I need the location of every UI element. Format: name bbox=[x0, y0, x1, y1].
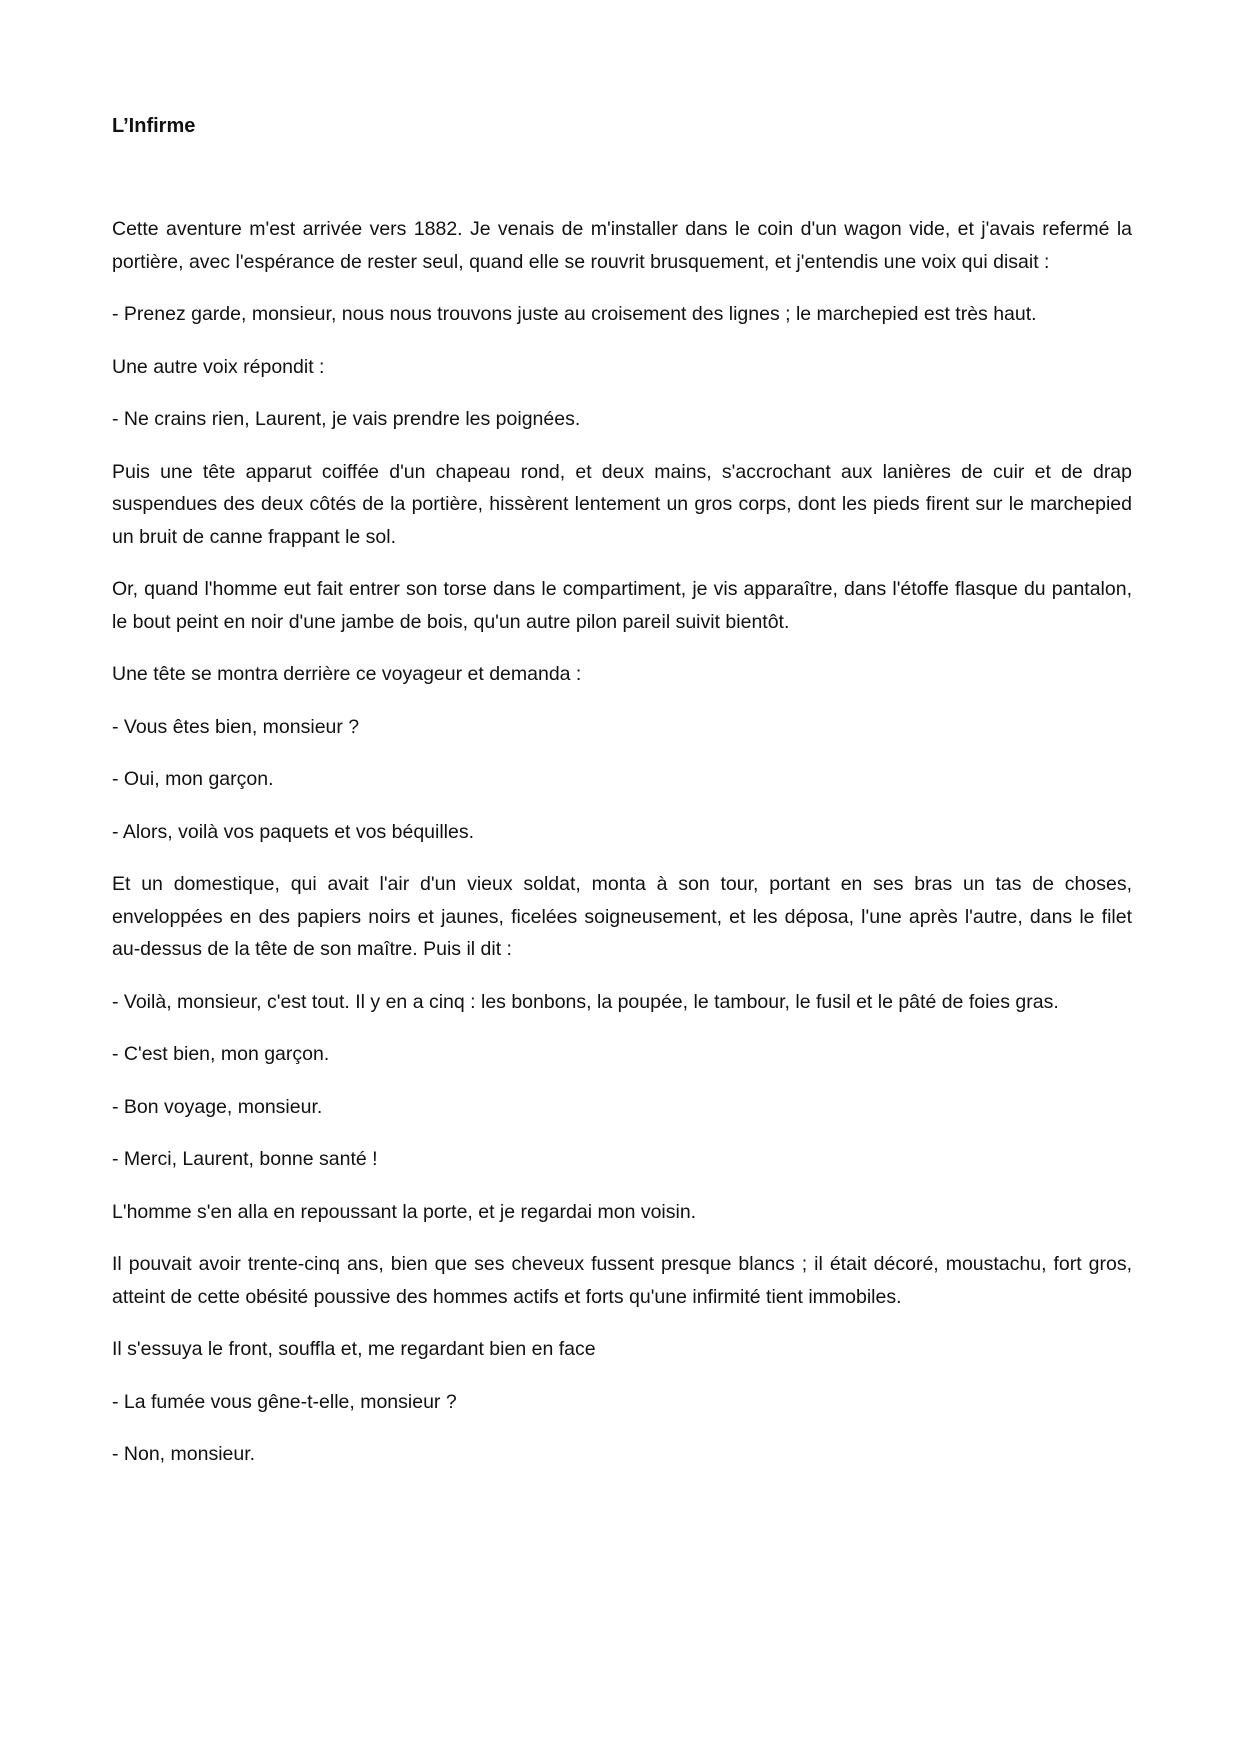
paragraph-10: - Alors, voilà vos paquets et vos béquilles. bbox=[112, 820, 475, 843]
paragraph-20: - Non, monsieur. bbox=[112, 1443, 256, 1465]
paragraph-5: Puis une tête apparut coiffée d'un chapeau rond, et deux mains, s'accrochant aux lanières de cuir et de drap suspendues des deux côtés de la portière, hissèrent lentement un gros corps, dont les pieds firent sur le marchepied un bruit de canne frappant le sol. bbox=[112, 460, 1132, 548]
paragraph-3: Une autre voix répondit : bbox=[112, 355, 325, 378]
document-body bbox=[112, 213, 1132, 1491]
paragraph-9: - Oui, mon garçon. bbox=[112, 768, 274, 790]
paragraph-16: L'homme s'en alla en repoussant la porte, et je regardai mon voisin. bbox=[112, 1200, 697, 1223]
paragraph-4: - Ne crains rien, Laurent, je vais prendre les poignées. bbox=[112, 408, 581, 430]
document-title: L’Infirme bbox=[112, 115, 196, 137]
paragraph-19: - La fumée vous gêne-t-elle, monsieur ? bbox=[112, 1390, 457, 1413]
paragraph-14: - Bon voyage, monsieur. bbox=[112, 1095, 323, 1118]
paragraph-7: Une tête se montra derrière ce voyageur et demanda : bbox=[112, 663, 582, 685]
paragraph-17: Il pouvait avoir trente-cinq ans, bien que ses cheveux fussent presque blancs ; il était décoré, moustachu, fort gros, atteint de cette obésité poussive des hommes actifs et forts qu'une infirmité tient immobiles. bbox=[112, 1253, 1132, 1308]
paragraph-8: - Vous êtes bien, monsieur ? bbox=[112, 715, 360, 738]
paragraph-13: - C'est bien, mon garçon. bbox=[112, 1043, 330, 1065]
paragraph-15: - Merci, Laurent, bonne santé ! bbox=[112, 1148, 378, 1170]
paragraph-18: Il s'essuya le front, souffla et, me regardant bien en face bbox=[112, 1338, 596, 1360]
paragraph-11: Et un domestique, qui avait l'air d'un vieux soldat, monta à son tour, portant en ses bras un tas de choses, enveloppées en des papiers noirs et jaunes, ficelées soigneusement, et les déposa, l'une après l'autre, dans le filet au-dessus de la tête de son maître. Puis il dit : bbox=[112, 873, 1132, 960]
paragraph-12: - Voilà, monsieur, c'est tout. Il y en a cinq : les bonbons, la poupée, le tambour, le fusil et le pâté de foies gras. bbox=[112, 990, 1059, 1013]
paragraph-6: Or, quand l'homme eut fait entrer son torse dans le compartiment, je vis apparaître, dans l'étoffe flasque du pantalon, le bout peint en noir d'une jambe de bois, qu'un autre pilon pareil suivit bientôt. bbox=[112, 578, 1132, 633]
paragraph-1: Cette aventure m'est arrivée vers 1882. Je venais de m'installer dans le coin d'un wagon vide, et j'avais refermé la portière, avec l'espérance de rester seul, quand elle se rouvrit brusquement, et j'entendis une voix qui disait : bbox=[112, 218, 1132, 273]
paragraph-2: - Prenez garde, monsieur, nous nous trouvons juste au croisement des lignes ; le marchepied est très haut. bbox=[112, 303, 1037, 325]
